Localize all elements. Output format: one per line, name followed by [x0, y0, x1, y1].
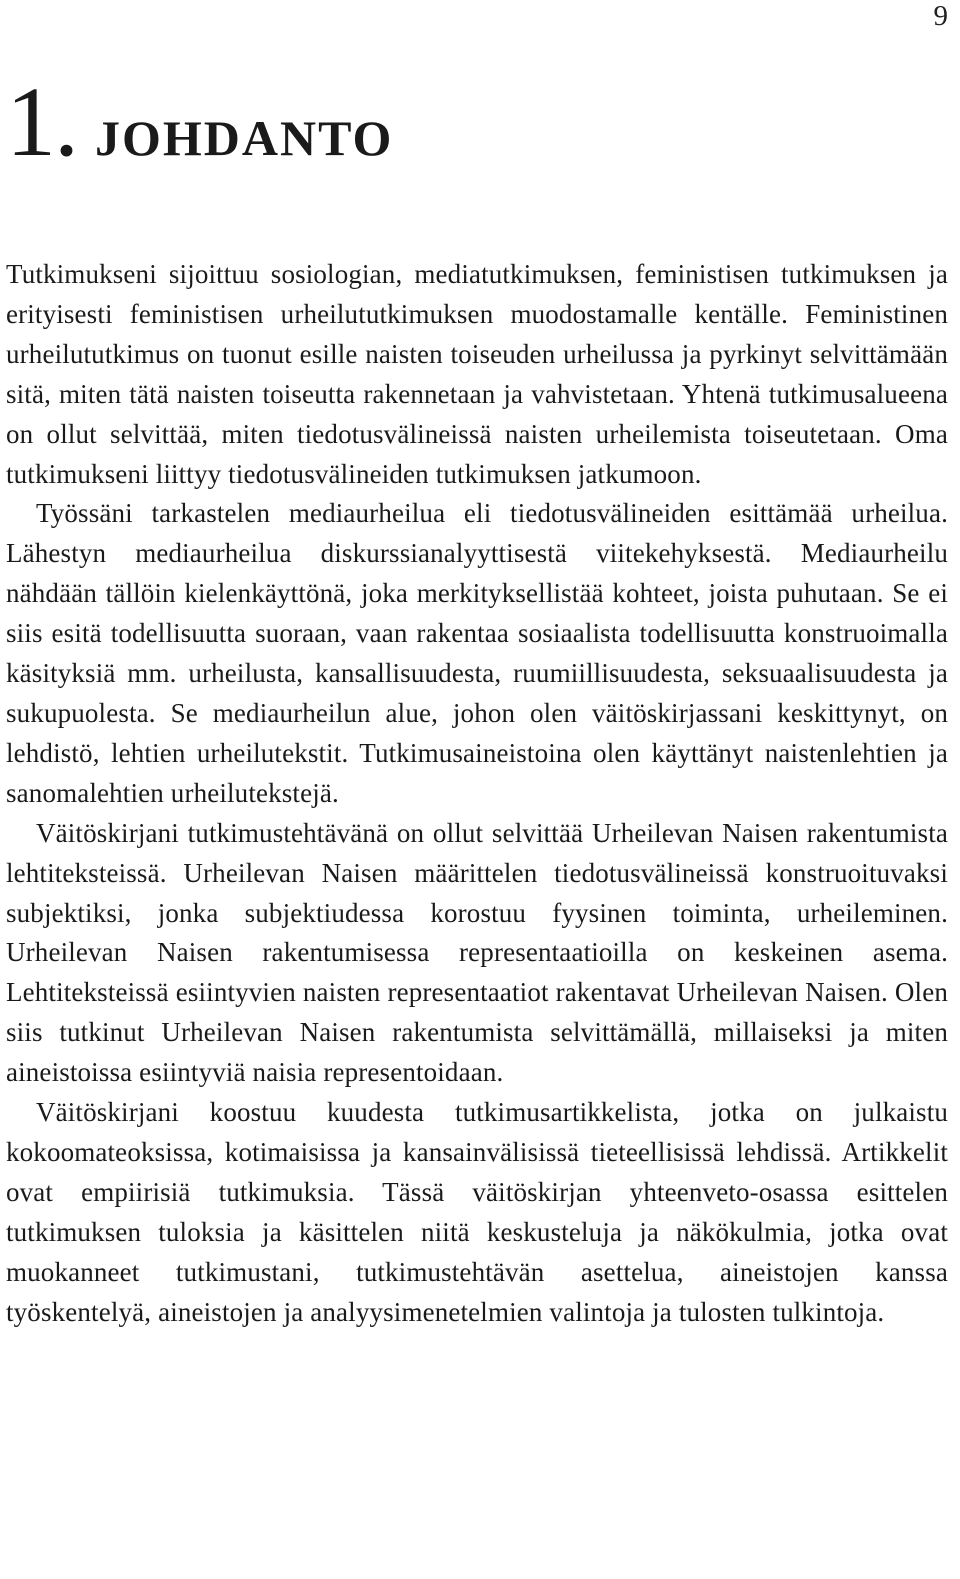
page-number: 9 [933, 0, 948, 32]
body-text [6, 255, 948, 1332]
chapter-title: JOHDANTO [95, 110, 394, 166]
chapter-heading [6, 66, 394, 177]
paragraph-3: Väitöskirjani tutkimustehtävänä on ollut selvittää Urheilevan Naisen rakentumista lehtiteksteissä. Urheilevan Naisen määrittelen tiedotusvälineissä konstruoituvaksi subjektiksi, jonka subjektiudessa korostuu fyysinen toiminta, urheileminen. Urheilevan Naisen rakentumisessa representaatioilla on keskeinen asema. Lehtiteksteissä esiintyvien naisten representaatiot rakentavat Urheilevan Naisen. Olen siis tutkinut Urheilevan Naisen rakentumista selvittämällä, millaiseksi ja miten aineistoissa esiintyviä naisia representoidaan. [6, 817, 948, 1088]
paragraph-1: Tutkimukseni sijoittuu sosiologian, mediatutkimuksen, feministisen tutkimuksen ja erityisesti feministisen urheilututkimuksen muodostamalle kentälle. Feministinen urheilututkimus on tuonut esille naisten toiseuden urheilussa ja pyrkinyt selvittämään sitä, miten tätä naisten toiseutta rakennetaan ja vahvistetaan. Yhtenä tutkimusalueena on ollut selvittää, miten tiedotusvälineissä naisten urheilemista toiseutetaan. Oma tutkimukseni liittyy tiedotusvälineiden tutkimuksen jatkumoon. [6, 259, 948, 489]
chapter-number: 1. [6, 66, 77, 177]
paragraph-2: Työssäni tarkastelen mediaurheilua eli tiedotusvälineiden esittämää urheilua. Lähestyn mediaurheilua diskurssianalyyttisestä viitekehyksestä. Mediaurheilu nähdään tällöin kielenkäyttönä, joka merkityksellistää kohteet, joista puhutaan. Se ei siis esitä todellisuutta suoraan, vaan rakentaa sosiaalista todellisuutta konstruoimalla käsityksiä mm. urheilusta, kansallisuudesta, ruumiillisuudesta, seksuaalisuudesta ja sukupuolesta. Se mediaurheilun alue, johon olen väitöskirjassani keskittynyt, on lehdistö, lehtien urheilutekstit. Tutkimusaineistoina olen käyttänyt naistenlehtien ja sanomalehtien urheilutekstejä. [6, 498, 948, 808]
paragraph-4: Väitöskirjani koostuu kuudesta tutkimusartikkelista, jotka on julkaistu kokoomateoksissa, kotimaisissa ja kansainvälisissä tieteellisissä lehdissä. Artikkelit ovat empiirisiä tutkimuksia. Tässä väitöskirjan yhteenveto-osassa esittelen tutkimuksen tuloksia ja käsittelen niitä keskusteluja ja näkökulmia, jotka ovat muokanneet tutkimustani, tutkimustehtävän asettelua, aineistojen kanssa työskentelyä, aineistojen ja analyysimenetelmien valintoja ja tulosten tulkintoja. [6, 1097, 948, 1327]
